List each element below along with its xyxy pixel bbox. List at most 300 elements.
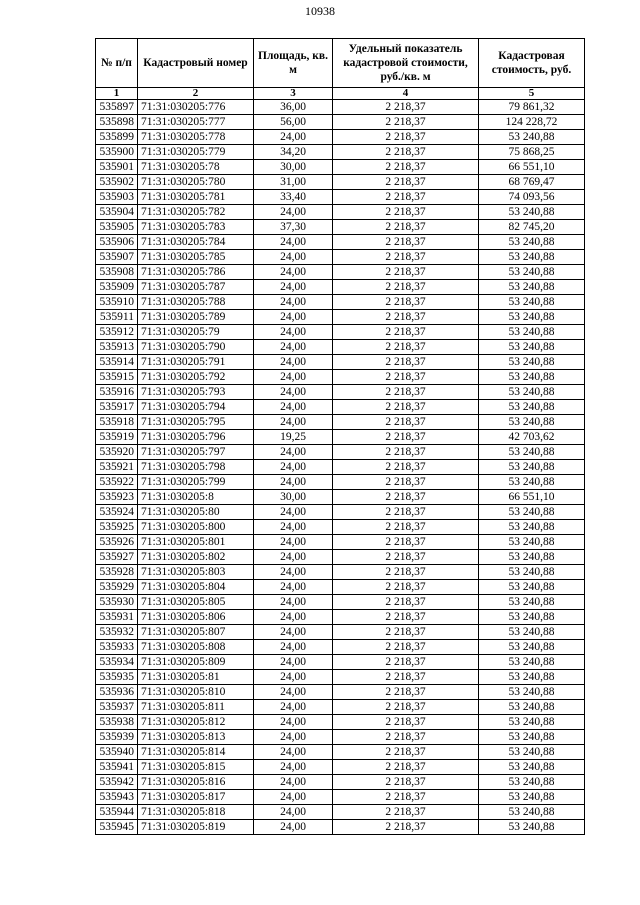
row-number-cell: 535932 (96, 625, 138, 640)
area-cell: 24,00 (254, 715, 333, 730)
area-cell: 24,00 (254, 325, 333, 340)
cadastral-number-cell: 71:31:030205:79 (138, 325, 254, 340)
table-row (96, 505, 585, 520)
table-row (96, 100, 585, 115)
area-cell: 24,00 (254, 550, 333, 565)
table-row (96, 730, 585, 745)
table-row (96, 340, 585, 355)
cadastral-number-cell: 71:31:030205:791 (138, 355, 254, 370)
cadastral-value-cell: 53 240,88 (479, 505, 585, 520)
cadastral-value-cell: 53 240,88 (479, 640, 585, 655)
cadastral-value-cell: 53 240,88 (479, 790, 585, 805)
table-row (96, 220, 585, 235)
area-cell: 24,00 (254, 235, 333, 250)
area-cell: 24,00 (254, 460, 333, 475)
table-row (96, 190, 585, 205)
column-number: 2 (138, 88, 254, 100)
cadastral-value-cell: 53 240,88 (479, 820, 585, 835)
column-number: 4 (333, 88, 479, 100)
cadastral-number-cell: 71:31:030205:784 (138, 235, 254, 250)
specific-value-cell: 2 218,37 (333, 325, 479, 340)
cadastral-number-cell: 71:31:030205:807 (138, 625, 254, 640)
cadastral-value-cell: 53 240,88 (479, 280, 585, 295)
cadastral-number-cell: 71:31:030205:814 (138, 745, 254, 760)
cadastral-value-cell: 53 240,88 (479, 385, 585, 400)
table-row (96, 745, 585, 760)
cadastral-value-cell: 53 240,88 (479, 595, 585, 610)
row-number-cell: 535908 (96, 265, 138, 280)
specific-value-cell: 2 218,37 (333, 145, 479, 160)
cadastral-value-cell: 53 240,88 (479, 130, 585, 145)
specific-value-cell: 2 218,37 (333, 130, 479, 145)
row-number-cell: 535916 (96, 385, 138, 400)
area-cell: 24,00 (254, 505, 333, 520)
cadastral-number-cell: 71:31:030205:797 (138, 445, 254, 460)
cadastral-value-cell: 53 240,88 (479, 475, 585, 490)
area-cell: 24,00 (254, 205, 333, 220)
row-number-cell: 535915 (96, 370, 138, 385)
cadastral-number-cell: 71:31:030205:788 (138, 295, 254, 310)
column-number: 3 (254, 88, 333, 100)
table-row (96, 280, 585, 295)
area-cell: 24,00 (254, 625, 333, 640)
table-row (96, 565, 585, 580)
row-number-cell: 535931 (96, 610, 138, 625)
cadastral-number-cell: 71:31:030205:810 (138, 685, 254, 700)
table-row (96, 415, 585, 430)
area-cell: 24,00 (254, 130, 333, 145)
cadastral-value-cell: 66 551,10 (479, 490, 585, 505)
row-number-cell: 535914 (96, 355, 138, 370)
specific-value-cell: 2 218,37 (333, 490, 479, 505)
cadastral-number-cell: 71:31:030205:803 (138, 565, 254, 580)
area-cell: 24,00 (254, 370, 333, 385)
area-cell: 24,00 (254, 340, 333, 355)
header-row-number: № п/п (96, 39, 138, 88)
area-cell: 24,00 (254, 415, 333, 430)
cadastral-value-cell: 53 240,88 (479, 520, 585, 535)
table-row (96, 145, 585, 160)
page-number: 10938 (305, 4, 335, 18)
row-number-cell: 535899 (96, 130, 138, 145)
cadastral-number-cell: 71:31:030205:801 (138, 535, 254, 550)
cadastral-number-cell: 71:31:030205:811 (138, 700, 254, 715)
header-cadastral-number: Кадастровый номер (138, 39, 254, 88)
row-number-cell: 535923 (96, 490, 138, 505)
cadastral-value-cell: 53 240,88 (479, 580, 585, 595)
cadastral-value-table (95, 38, 585, 835)
table-row (96, 775, 585, 790)
row-number-cell: 535940 (96, 745, 138, 760)
area-cell: 24,00 (254, 760, 333, 775)
specific-value-cell: 2 218,37 (333, 625, 479, 640)
row-number-cell: 535941 (96, 760, 138, 775)
table-row (96, 265, 585, 280)
specific-value-cell: 2 218,37 (333, 445, 479, 460)
specific-value-cell: 2 218,37 (333, 235, 479, 250)
table-row (96, 445, 585, 460)
row-number-cell: 535901 (96, 160, 138, 175)
header-area: Площадь, кв. м (254, 39, 333, 88)
specific-value-cell: 2 218,37 (333, 730, 479, 745)
table-row (96, 490, 585, 505)
area-cell: 24,00 (254, 805, 333, 820)
row-number-cell: 535927 (96, 550, 138, 565)
cadastral-value-cell: 66 551,10 (479, 160, 585, 175)
specific-value-cell: 2 218,37 (333, 310, 479, 325)
row-number-cell: 535920 (96, 445, 138, 460)
area-cell: 30,00 (254, 160, 333, 175)
area-cell: 30,00 (254, 490, 333, 505)
cadastral-number-cell: 71:31:030205:812 (138, 715, 254, 730)
cadastral-number-cell: 71:31:030205:792 (138, 370, 254, 385)
specific-value-cell: 2 218,37 (333, 745, 479, 760)
area-cell: 24,00 (254, 310, 333, 325)
cadastral-number-cell: 71:31:030205:816 (138, 775, 254, 790)
specific-value-cell: 2 218,37 (333, 115, 479, 130)
specific-value-cell: 2 218,37 (333, 265, 479, 280)
row-number-cell: 535943 (96, 790, 138, 805)
table-row (96, 235, 585, 250)
cadastral-value-cell: 53 240,88 (479, 685, 585, 700)
area-cell: 24,00 (254, 355, 333, 370)
specific-value-cell: 2 218,37 (333, 295, 479, 310)
specific-value-cell: 2 218,37 (333, 775, 479, 790)
specific-value-cell: 2 218,37 (333, 280, 479, 295)
area-cell: 24,00 (254, 745, 333, 760)
cadastral-value-cell: 53 240,88 (479, 400, 585, 415)
cadastral-number-cell: 71:31:030205:790 (138, 340, 254, 355)
area-cell: 56,00 (254, 115, 333, 130)
table-row (96, 760, 585, 775)
area-cell: 24,00 (254, 640, 333, 655)
row-number-cell: 535902 (96, 175, 138, 190)
table-row (96, 595, 585, 610)
row-number-cell: 535897 (96, 100, 138, 115)
row-number-cell: 535933 (96, 640, 138, 655)
area-cell: 24,00 (254, 400, 333, 415)
table-row (96, 820, 585, 835)
specific-value-cell: 2 218,37 (333, 100, 479, 115)
table-row (96, 520, 585, 535)
specific-value-cell: 2 218,37 (333, 685, 479, 700)
cadastral-value-cell: 53 240,88 (479, 655, 585, 670)
row-number-cell: 535911 (96, 310, 138, 325)
table-row (96, 385, 585, 400)
row-number-cell: 535910 (96, 295, 138, 310)
specific-value-cell: 2 218,37 (333, 640, 479, 655)
cadastral-value-cell: 53 240,88 (479, 670, 585, 685)
table-row (96, 355, 585, 370)
cadastral-number-cell: 71:31:030205:813 (138, 730, 254, 745)
table-row (96, 460, 585, 475)
row-number-cell: 535945 (96, 820, 138, 835)
row-number-cell: 535898 (96, 115, 138, 130)
cadastral-number-cell: 71:31:030205:819 (138, 820, 254, 835)
specific-value-cell: 2 218,37 (333, 760, 479, 775)
specific-value-cell: 2 218,37 (333, 820, 479, 835)
table-row (96, 700, 585, 715)
specific-value-cell: 2 218,37 (333, 475, 479, 490)
specific-value-cell: 2 218,37 (333, 385, 479, 400)
header-cadastral-value: Кадастровая стоимость, руб. (479, 39, 585, 88)
cadastral-value-cell: 53 240,88 (479, 340, 585, 355)
table-row (96, 670, 585, 685)
cadastral-value-cell: 53 240,88 (479, 805, 585, 820)
row-number-cell: 535905 (96, 220, 138, 235)
row-number-cell: 535904 (96, 205, 138, 220)
area-cell: 24,00 (254, 670, 333, 685)
cadastral-value-cell: 53 240,88 (479, 250, 585, 265)
cadastral-value-cell: 53 240,88 (479, 625, 585, 640)
cadastral-number-cell: 71:31:030205:789 (138, 310, 254, 325)
table-row (96, 250, 585, 265)
cadastral-value-cell: 53 240,88 (479, 730, 585, 745)
cadastral-number-cell: 71:31:030205:794 (138, 400, 254, 415)
cadastral-number-cell: 71:31:030205:818 (138, 805, 254, 820)
cadastral-number-cell: 71:31:030205:800 (138, 520, 254, 535)
area-cell: 24,00 (254, 700, 333, 715)
area-cell: 36,00 (254, 100, 333, 115)
table-row (96, 625, 585, 640)
cadastral-number-cell: 71:31:030205:8 (138, 490, 254, 505)
row-number-cell: 535939 (96, 730, 138, 745)
row-number-cell: 535934 (96, 655, 138, 670)
cadastral-value-cell: 75 868,25 (479, 145, 585, 160)
cadastral-value-cell: 79 861,32 (479, 100, 585, 115)
cadastral-value-cell: 53 240,88 (479, 205, 585, 220)
cadastral-number-cell: 71:31:030205:806 (138, 610, 254, 625)
table-row (96, 130, 585, 145)
area-cell: 24,00 (254, 475, 333, 490)
table-row (96, 535, 585, 550)
table-row (96, 580, 585, 595)
cadastral-value-cell: 82 745,20 (479, 220, 585, 235)
cadastral-value-cell: 53 240,88 (479, 610, 585, 625)
table-row (96, 430, 585, 445)
area-cell: 24,00 (254, 280, 333, 295)
column-number-row (96, 88, 585, 100)
table-row (96, 115, 585, 130)
cadastral-number-cell: 71:31:030205:802 (138, 550, 254, 565)
table-row (96, 295, 585, 310)
cadastral-number-cell: 71:31:030205:798 (138, 460, 254, 475)
cadastral-number-cell: 71:31:030205:80 (138, 505, 254, 520)
area-cell: 24,00 (254, 655, 333, 670)
area-cell: 24,00 (254, 535, 333, 550)
cadastral-number-cell: 71:31:030205:795 (138, 415, 254, 430)
specific-value-cell: 2 218,37 (333, 715, 479, 730)
table-row (96, 790, 585, 805)
row-number-cell: 535942 (96, 775, 138, 790)
area-cell: 24,00 (254, 445, 333, 460)
specific-value-cell: 2 218,37 (333, 670, 479, 685)
specific-value-cell: 2 218,37 (333, 550, 479, 565)
cadastral-number-cell: 71:31:030205:785 (138, 250, 254, 265)
cadastral-number-cell: 71:31:030205:804 (138, 580, 254, 595)
cadastral-value-cell: 74 093,56 (479, 190, 585, 205)
cadastral-number-cell: 71:31:030205:805 (138, 595, 254, 610)
area-cell: 24,00 (254, 595, 333, 610)
cadastral-number-cell: 71:31:030205:782 (138, 205, 254, 220)
cadastral-number-cell: 71:31:030205:776 (138, 100, 254, 115)
table-row (96, 805, 585, 820)
cadastral-value-cell: 53 240,88 (479, 265, 585, 280)
cadastral-value-cell: 53 240,88 (479, 355, 585, 370)
cadastral-number-cell: 71:31:030205:796 (138, 430, 254, 445)
row-number-cell: 535909 (96, 280, 138, 295)
row-number-cell: 535918 (96, 415, 138, 430)
row-number-cell: 535921 (96, 460, 138, 475)
row-number-cell: 535938 (96, 715, 138, 730)
cadastral-number-cell: 71:31:030205:793 (138, 385, 254, 400)
row-number-cell: 535922 (96, 475, 138, 490)
specific-value-cell: 2 218,37 (333, 220, 479, 235)
table-row (96, 175, 585, 190)
row-number-cell: 535903 (96, 190, 138, 205)
cadastral-value-cell: 53 240,88 (479, 235, 585, 250)
cadastral-value-cell: 53 240,88 (479, 445, 585, 460)
cadastral-value-cell: 42 703,62 (479, 430, 585, 445)
cadastral-number-cell: 71:31:030205:81 (138, 670, 254, 685)
row-number-cell: 535919 (96, 430, 138, 445)
area-cell: 24,00 (254, 520, 333, 535)
cadastral-number-cell: 71:31:030205:778 (138, 130, 254, 145)
table-row (96, 655, 585, 670)
column-number: 5 (479, 88, 585, 100)
row-number-cell: 535925 (96, 520, 138, 535)
specific-value-cell: 2 218,37 (333, 250, 479, 265)
area-cell: 24,00 (254, 385, 333, 400)
area-cell: 24,00 (254, 775, 333, 790)
row-number-cell: 535900 (96, 145, 138, 160)
area-cell: 24,00 (254, 265, 333, 280)
cadastral-value-cell: 124 228,72 (479, 115, 585, 130)
cadastral-value-cell: 53 240,88 (479, 775, 585, 790)
cadastral-value-cell: 53 240,88 (479, 415, 585, 430)
specific-value-cell: 2 218,37 (333, 355, 479, 370)
table-row (96, 475, 585, 490)
cadastral-number-cell: 71:31:030205:787 (138, 280, 254, 295)
cadastral-value-cell: 53 240,88 (479, 745, 585, 760)
cadastral-number-cell: 71:31:030205:783 (138, 220, 254, 235)
area-cell: 37,30 (254, 220, 333, 235)
area-cell: 24,00 (254, 250, 333, 265)
table-row (96, 640, 585, 655)
specific-value-cell: 2 218,37 (333, 190, 479, 205)
specific-value-cell: 2 218,37 (333, 400, 479, 415)
table-row (96, 550, 585, 565)
cadastral-value-cell: 53 240,88 (479, 550, 585, 565)
table-row (96, 370, 585, 385)
cadastral-value-cell: 53 240,88 (479, 460, 585, 475)
cadastral-value-cell: 53 240,88 (479, 715, 585, 730)
specific-value-cell: 2 218,37 (333, 805, 479, 820)
specific-value-cell: 2 218,37 (333, 790, 479, 805)
cadastral-value-cell: 53 240,88 (479, 565, 585, 580)
row-number-cell: 535912 (96, 325, 138, 340)
row-number-cell: 535906 (96, 235, 138, 250)
cadastral-value-cell: 53 240,88 (479, 295, 585, 310)
cadastral-number-cell: 71:31:030205:786 (138, 265, 254, 280)
cadastral-number-cell: 71:31:030205:799 (138, 475, 254, 490)
cadastral-value-cell: 53 240,88 (479, 760, 585, 775)
header-specific-value: Удельный показатель кадастровой стоимости, руб./кв. м (333, 39, 479, 88)
table-row (96, 160, 585, 175)
specific-value-cell: 2 218,37 (333, 505, 479, 520)
cadastral-number-cell: 71:31:030205:781 (138, 190, 254, 205)
specific-value-cell: 2 218,37 (333, 430, 479, 445)
cadastral-value-cell: 53 240,88 (479, 370, 585, 385)
table-row (96, 325, 585, 340)
table-row (96, 610, 585, 625)
cadastral-value-cell: 53 240,88 (479, 310, 585, 325)
area-cell: 24,00 (254, 820, 333, 835)
row-number-cell: 535928 (96, 565, 138, 580)
specific-value-cell: 2 218,37 (333, 535, 479, 550)
specific-value-cell: 2 218,37 (333, 700, 479, 715)
table-row (96, 400, 585, 415)
row-number-cell: 535929 (96, 580, 138, 595)
area-cell: 24,00 (254, 790, 333, 805)
cadastral-number-cell: 71:31:030205:815 (138, 760, 254, 775)
area-cell: 24,00 (254, 730, 333, 745)
row-number-cell: 535930 (96, 595, 138, 610)
specific-value-cell: 2 218,37 (333, 565, 479, 580)
area-cell: 24,00 (254, 565, 333, 580)
specific-value-cell: 2 218,37 (333, 460, 479, 475)
cadastral-value-cell: 53 240,88 (479, 535, 585, 550)
cadastral-number-cell: 71:31:030205:779 (138, 145, 254, 160)
area-cell: 34,20 (254, 145, 333, 160)
specific-value-cell: 2 218,37 (333, 520, 479, 535)
area-cell: 24,00 (254, 610, 333, 625)
specific-value-cell: 2 218,37 (333, 205, 479, 220)
cadastral-value-cell: 53 240,88 (479, 325, 585, 340)
cadastral-number-cell: 71:31:030205:808 (138, 640, 254, 655)
row-number-cell: 535913 (96, 340, 138, 355)
specific-value-cell: 2 218,37 (333, 415, 479, 430)
row-number-cell: 535944 (96, 805, 138, 820)
specific-value-cell: 2 218,37 (333, 580, 479, 595)
area-cell: 19,25 (254, 430, 333, 445)
cadastral-value-cell: 53 240,88 (479, 700, 585, 715)
cadastral-value-cell: 68 769,47 (479, 175, 585, 190)
column-number: 1 (96, 88, 138, 100)
row-number-cell: 535926 (96, 535, 138, 550)
specific-value-cell: 2 218,37 (333, 370, 479, 385)
area-cell: 33,40 (254, 190, 333, 205)
table-row (96, 715, 585, 730)
row-number-cell: 535924 (96, 505, 138, 520)
specific-value-cell: 2 218,37 (333, 655, 479, 670)
cadastral-number-cell: 71:31:030205:780 (138, 175, 254, 190)
specific-value-cell: 2 218,37 (333, 160, 479, 175)
specific-value-cell: 2 218,37 (333, 175, 479, 190)
row-number-cell: 535936 (96, 685, 138, 700)
header-row (96, 39, 585, 88)
area-cell: 24,00 (254, 295, 333, 310)
area-cell: 24,00 (254, 580, 333, 595)
area-cell: 31,00 (254, 175, 333, 190)
specific-value-cell: 2 218,37 (333, 340, 479, 355)
area-cell: 24,00 (254, 685, 333, 700)
cadastral-number-cell: 71:31:030205:78 (138, 160, 254, 175)
row-number-cell: 535937 (96, 700, 138, 715)
cadastral-number-cell: 71:31:030205:809 (138, 655, 254, 670)
cadastral-number-cell: 71:31:030205:777 (138, 115, 254, 130)
table-row (96, 685, 585, 700)
